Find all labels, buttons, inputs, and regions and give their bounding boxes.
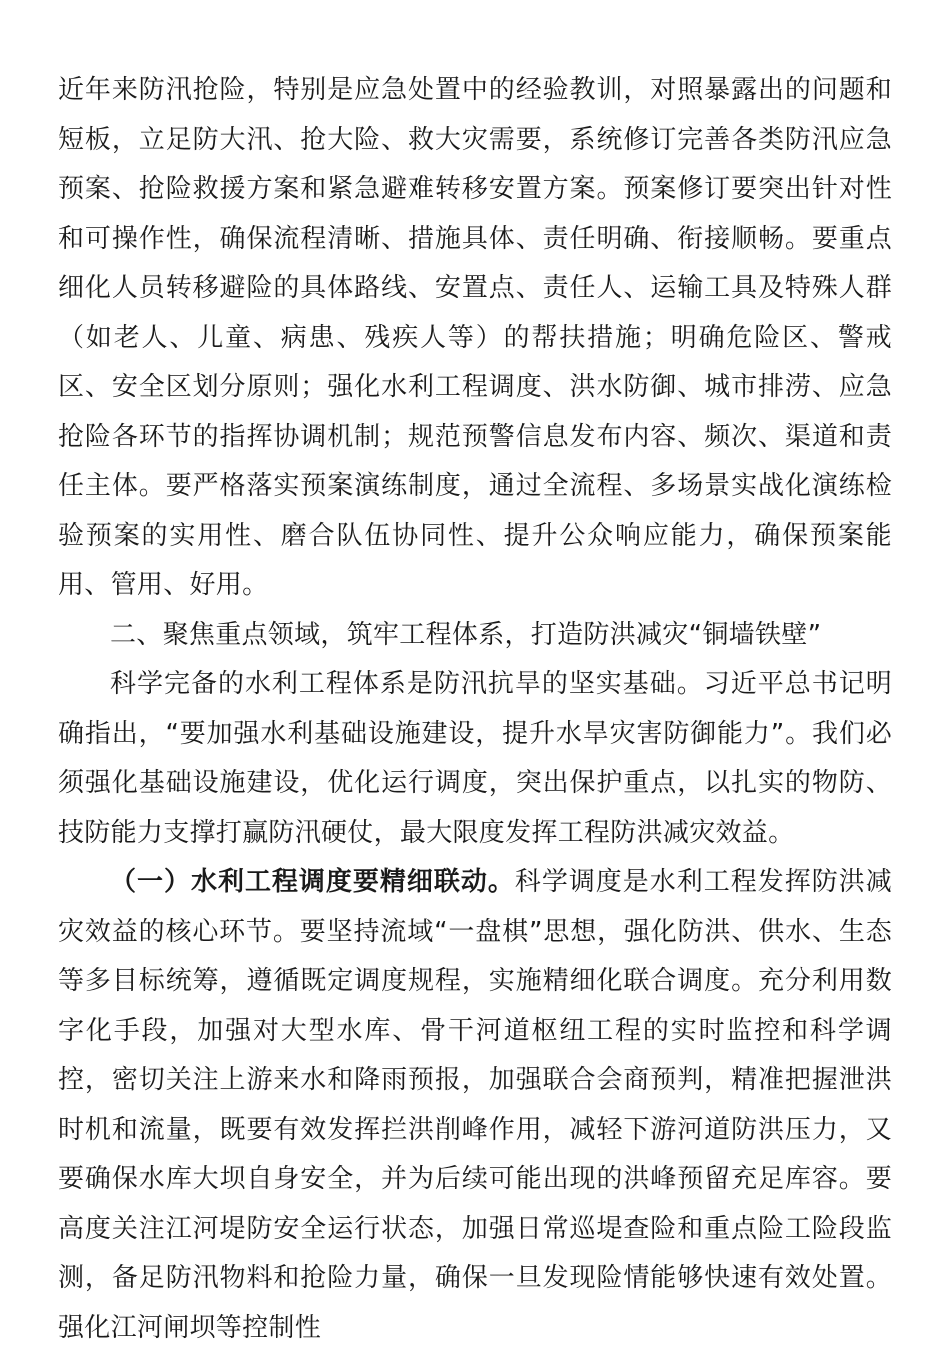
section-heading-text: 二、聚焦重点领域，筑牢工程体系，打造防洪减灾“铜墙铁壁” — [110, 619, 822, 650]
paragraph-text: 近年来防汛抢险，特别是应急处置中的经验教训，对照暴露出的问题和短板，立足防大汛、抢大险、救大灾需要，系统修订完善各类防汛应急预案、抢险救援方案和紧急避难转移安置方案。预案修订要突出针对性和可操作性，确保流程清晰、措施具体、责任明确、衔接顺畅。要重点细化人员转移避险的具体路线、安置点、责任人、运输工具及特殊人群（如老人、儿童、病患、残疾人等）的帮扶措施；明确危险区、警戒区、安全区划分原则；强化水利工程调度、洪水防御、城市排涝、应急抢险各环节的指挥协调机制；规范预警信息发布内容、频次、渠道和责任主体。要严格落实预案演练制度，通过全流程、多场景实战化演练检验预案的实用性、磨合队伍协同性、提升公众响应能力，确保预案能用、管用、好用。 — [58, 75, 892, 600]
subsection-lead: （一）水利工程调度要精细联动。 — [110, 867, 515, 897]
paragraph-text: 科学调度是水利工程发挥防洪减灾效益的核心环节。要坚持流域“一盘棋”思想，强化防洪、供水、生态等多目标统筹，遵循既定调度规程，实施精细化联合调度。充分利用数字化手段，加强对大型水库、骨干河道枢纽工程的实时监控和科学调控，密切关注上游来水和降雨预报，加强联合会商预判，精准把握泄洪时机和流量，既要有效发挥拦洪削峰作用，减轻下游河道防洪压力，又要确保水库大坝自身安全，并为后续可能出现的洪峰预留充足库容。要高度关注江河堤防安全运行状态，加强日常巡堤查险和重点险工险段监测，备足防汛物料和抢险力量，确保一旦发现险情能够快速有效处置。强化江河闸坝等控制性 — [58, 867, 892, 1343]
paragraph-emergency-plans — [58, 66, 892, 611]
paragraph-engineering-system — [58, 660, 892, 858]
section-heading-two — [58, 611, 892, 661]
paragraph-dispatch-linkage — [58, 858, 892, 1353]
paragraph-text: 科学完备的水利工程体系是防汛抗旱的坚实基础。习近平总书记明确指出，“要加强水利基础设施建设，提升水旱灾害防御能力”。我们必须强化基础设施建设，优化运行调度，突出保护重点，以扎实的物防、技防能力支撑打赢防汛硬仗，最大限度发挥工程防洪减灾效益。 — [58, 669, 892, 848]
document-page — [58, 66, 892, 1353]
